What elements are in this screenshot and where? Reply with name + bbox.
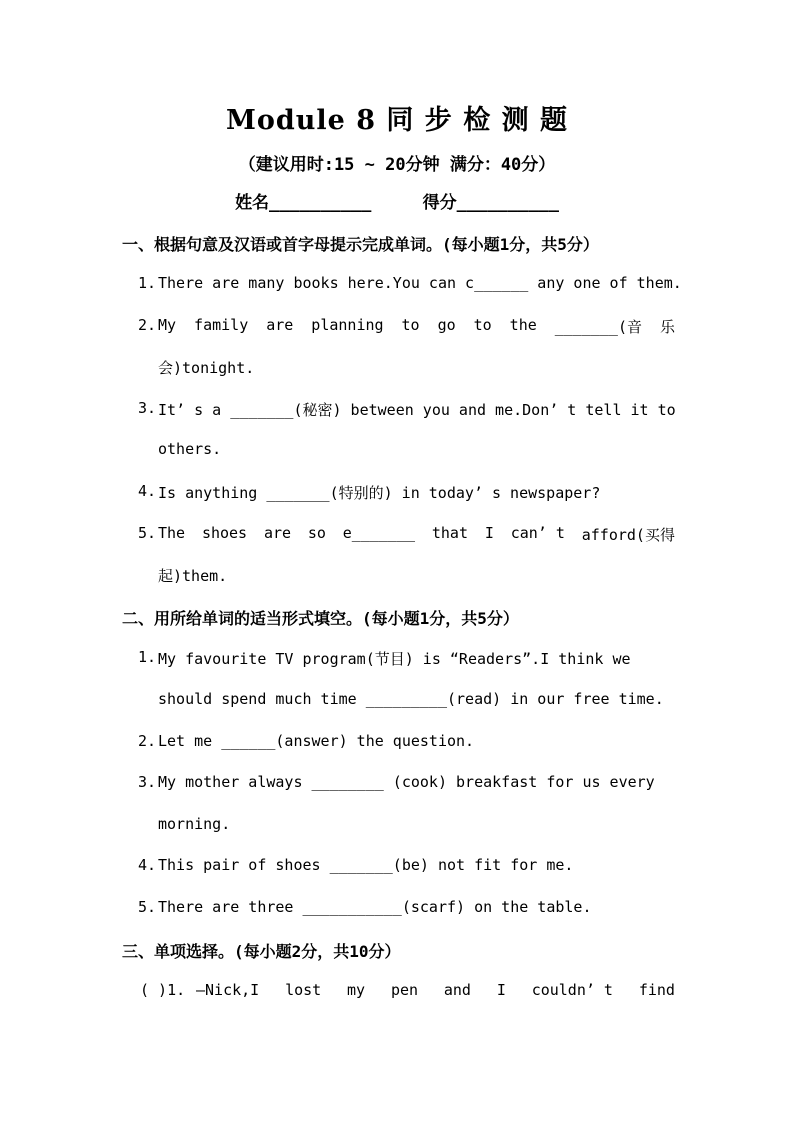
word: shoes [201, 524, 248, 542]
question-text [158, 524, 675, 545]
word: —Nick,I [196, 981, 260, 999]
word: find [638, 981, 675, 999]
question-number: 5. [138, 898, 157, 916]
word: lost [285, 981, 322, 999]
question-text: Is anything _______(特别的) in today’ s newspaper? [158, 484, 601, 502]
word: and [443, 981, 471, 999]
time-and-score-note: （建议用时:15 ~ 20分钟 满分：40分） [238, 155, 556, 175]
word: to [473, 316, 492, 334]
question-number: 4. [138, 856, 157, 874]
question-text-continued: should spend much time _________(read) in our free time. [158, 690, 664, 708]
question-text-continued: others. [158, 440, 222, 458]
question-number: 4. [138, 482, 157, 500]
question-number: 2. [138, 732, 157, 750]
section-1-title: 一、根据句意及汉语或首字母提示完成单词。(每小题1分，共5分） [122, 235, 599, 254]
word: I [496, 981, 506, 999]
word: are [266, 316, 294, 334]
question-number: ( )1. [140, 981, 186, 999]
word: are [263, 524, 292, 542]
page-title: Module 8 同 步 检 测 题 [225, 105, 569, 136]
word: couldn’ t [531, 981, 613, 999]
question-text: Let me ______(answer) the question. [158, 732, 475, 750]
word: my [347, 981, 366, 999]
word: My [158, 316, 177, 334]
word: so [307, 524, 326, 542]
word: afford(买得 [581, 526, 675, 544]
name-and-score-fields: 姓名__________ 得分__________ [235, 193, 559, 213]
question-text [196, 981, 675, 999]
question-text [158, 316, 675, 337]
question-text: There are three ___________(scarf) on the table. [158, 898, 592, 916]
question-text: My favourite TV program(节目) is “Readers”.I think we [158, 650, 631, 668]
question-text: This pair of shoes _______(be) not fit for me. [158, 856, 574, 874]
word: pen [390, 981, 419, 999]
question-number: 3. [138, 773, 157, 791]
word: _______(音 [554, 318, 642, 336]
word: go [437, 316, 456, 334]
question-number: 5. [138, 524, 157, 542]
section-2-title: 二、用所给单词的适当形式填空。(每小题1分，共5分） [122, 609, 519, 628]
word: can’ t [510, 524, 565, 542]
word: I [484, 524, 494, 542]
word: 乐 [659, 318, 675, 336]
word: planning [311, 316, 384, 334]
section-3-title: 三、单项选择。(每小题2分，共10分） [122, 942, 401, 961]
question-text: There are many books here.You can c______ any one of them. [158, 274, 682, 292]
word: e_______ [342, 524, 416, 542]
question-number: 3. [138, 399, 157, 417]
question-number: 2. [138, 316, 157, 334]
question-text-continued: morning. [158, 815, 231, 833]
question-text: It’ s a _______(秘密) between you and me.Don’ t tell it to [158, 401, 676, 419]
question-number: 1. [138, 274, 157, 292]
question-text-continued: 起)them. [158, 567, 228, 585]
question-text: My mother always ________ (cook) breakfast for us every [158, 773, 655, 791]
question-text-continued: 会)tonight. [158, 359, 255, 377]
word: the [509, 316, 537, 334]
word: to [401, 316, 420, 334]
question-number: 1. [138, 648, 157, 666]
word: The [158, 524, 186, 542]
word: that [431, 524, 468, 542]
word: family [194, 316, 249, 334]
